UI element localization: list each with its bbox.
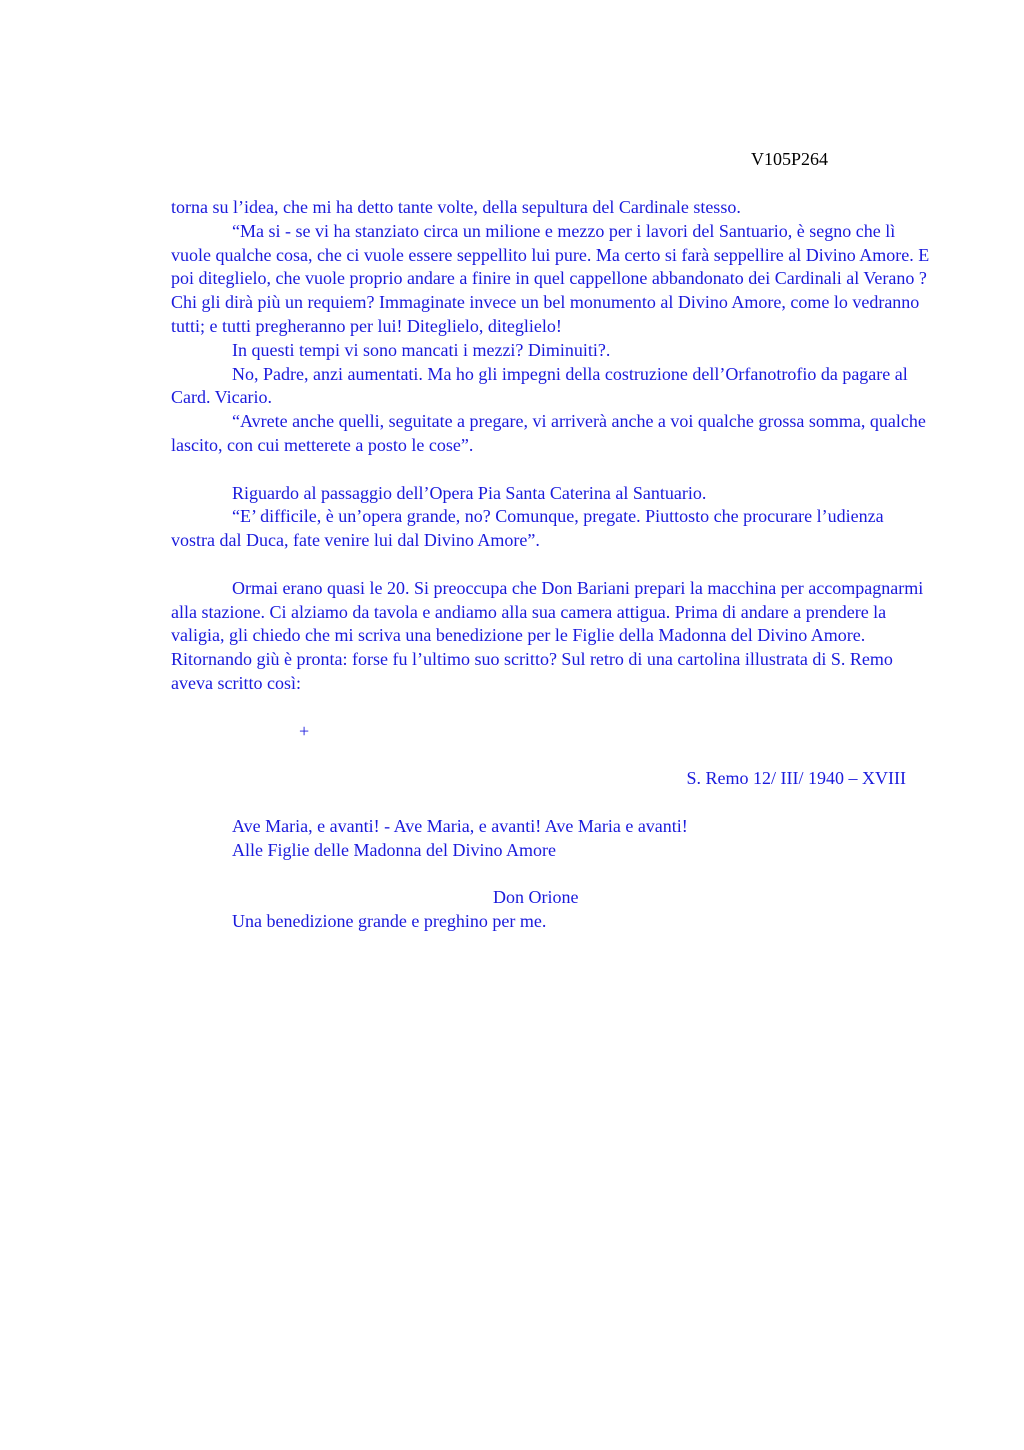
- blank-line: [171, 791, 931, 815]
- paragraph-1: torna su l’idea, che mi ha detto tante volte, della sepultura del Cardinale stesso.: [171, 197, 741, 217]
- addressee-line: Alle Figlie delle Madonna del Divino Amore: [232, 839, 556, 860]
- blank-line: [171, 696, 931, 720]
- blank-line: [171, 458, 931, 482]
- place-date: S. Remo 12/ III/ 1940 – XVIII: [686, 768, 906, 789]
- greeting-line: Ave Maria, e avanti! - Ave Maria, e avanti! Ave Maria e avanti!: [232, 815, 688, 836]
- page-number: V105P264: [751, 149, 829, 169]
- paragraph-7: “E’ difficile, è un’opera grande, no? Comunque, pregate. Piuttosto che procurare l’udienza vostra dal Duca, fate venire lui dal Divino Amore”.: [171, 506, 884, 551]
- paragraph-2: “Ma si - se vi ha stanziato circa un milione e mezzo per i lavori del Santuario, è segno che lì vuole qualche cosa, che ci vuole essere seppellito lui pure. Ma certo si farà seppellire al Divino Amore. E poi diteglielo, che vuole proprio andare a finire in quel cappellone abbandonato dei Cardinali al Verano ? Chi gli dirà più un requiem? Immaginate invece un bel monumento al Divino Amore, come lo vedranno tutti; e tutti pregheranno per lui! Diteglielo, diteglielo!: [171, 220, 930, 336]
- closing-line: Una benedizione grande e preghino per me.: [232, 910, 547, 931]
- blank-line: [171, 553, 931, 577]
- cross-symbol: +: [299, 720, 310, 741]
- signature: Don Orione: [493, 887, 579, 908]
- paragraph-3: In questi tempi vi sono mancati i mezzi? Diminuiti?.: [232, 339, 611, 360]
- paragraph-6: Riguardo al passaggio dell’Opera Pia Santa Caterina al Santuario.: [232, 482, 707, 503]
- paragraph-4: No, Padre, anzi aumentati. Ma ho gli impegni della costruzione dell’Orfanotrofio da pagare al Card. Vicario.: [171, 363, 908, 408]
- blank-line: [171, 743, 931, 767]
- document-body: [171, 196, 931, 934]
- paragraph-5: “Avrete anche quelli, seguitate a pregare, vi arriverà anche a voi qualche grossa somma, qualche lascito, con cui metterete a posto le cose”.: [171, 411, 926, 455]
- blank-line: [171, 862, 931, 886]
- paragraph-8: Ormai erano quasi le 20. Si preoccupa che Don Bariani prepari la macchina per accompagnarmi alla stazione. Ci alziamo da tavola e andiamo alla sua camera attigua. Prima di andare a prendere la valigia, gli chiedo che mi scriva una benedizione per le Figlie della Madonna del Divino Amore. Ritornando giù è pronta: forse fu l’ultimo suo scritto? Sul retro di una cartolina illustrata di S. Remo aveva scritto così:: [171, 577, 924, 693]
